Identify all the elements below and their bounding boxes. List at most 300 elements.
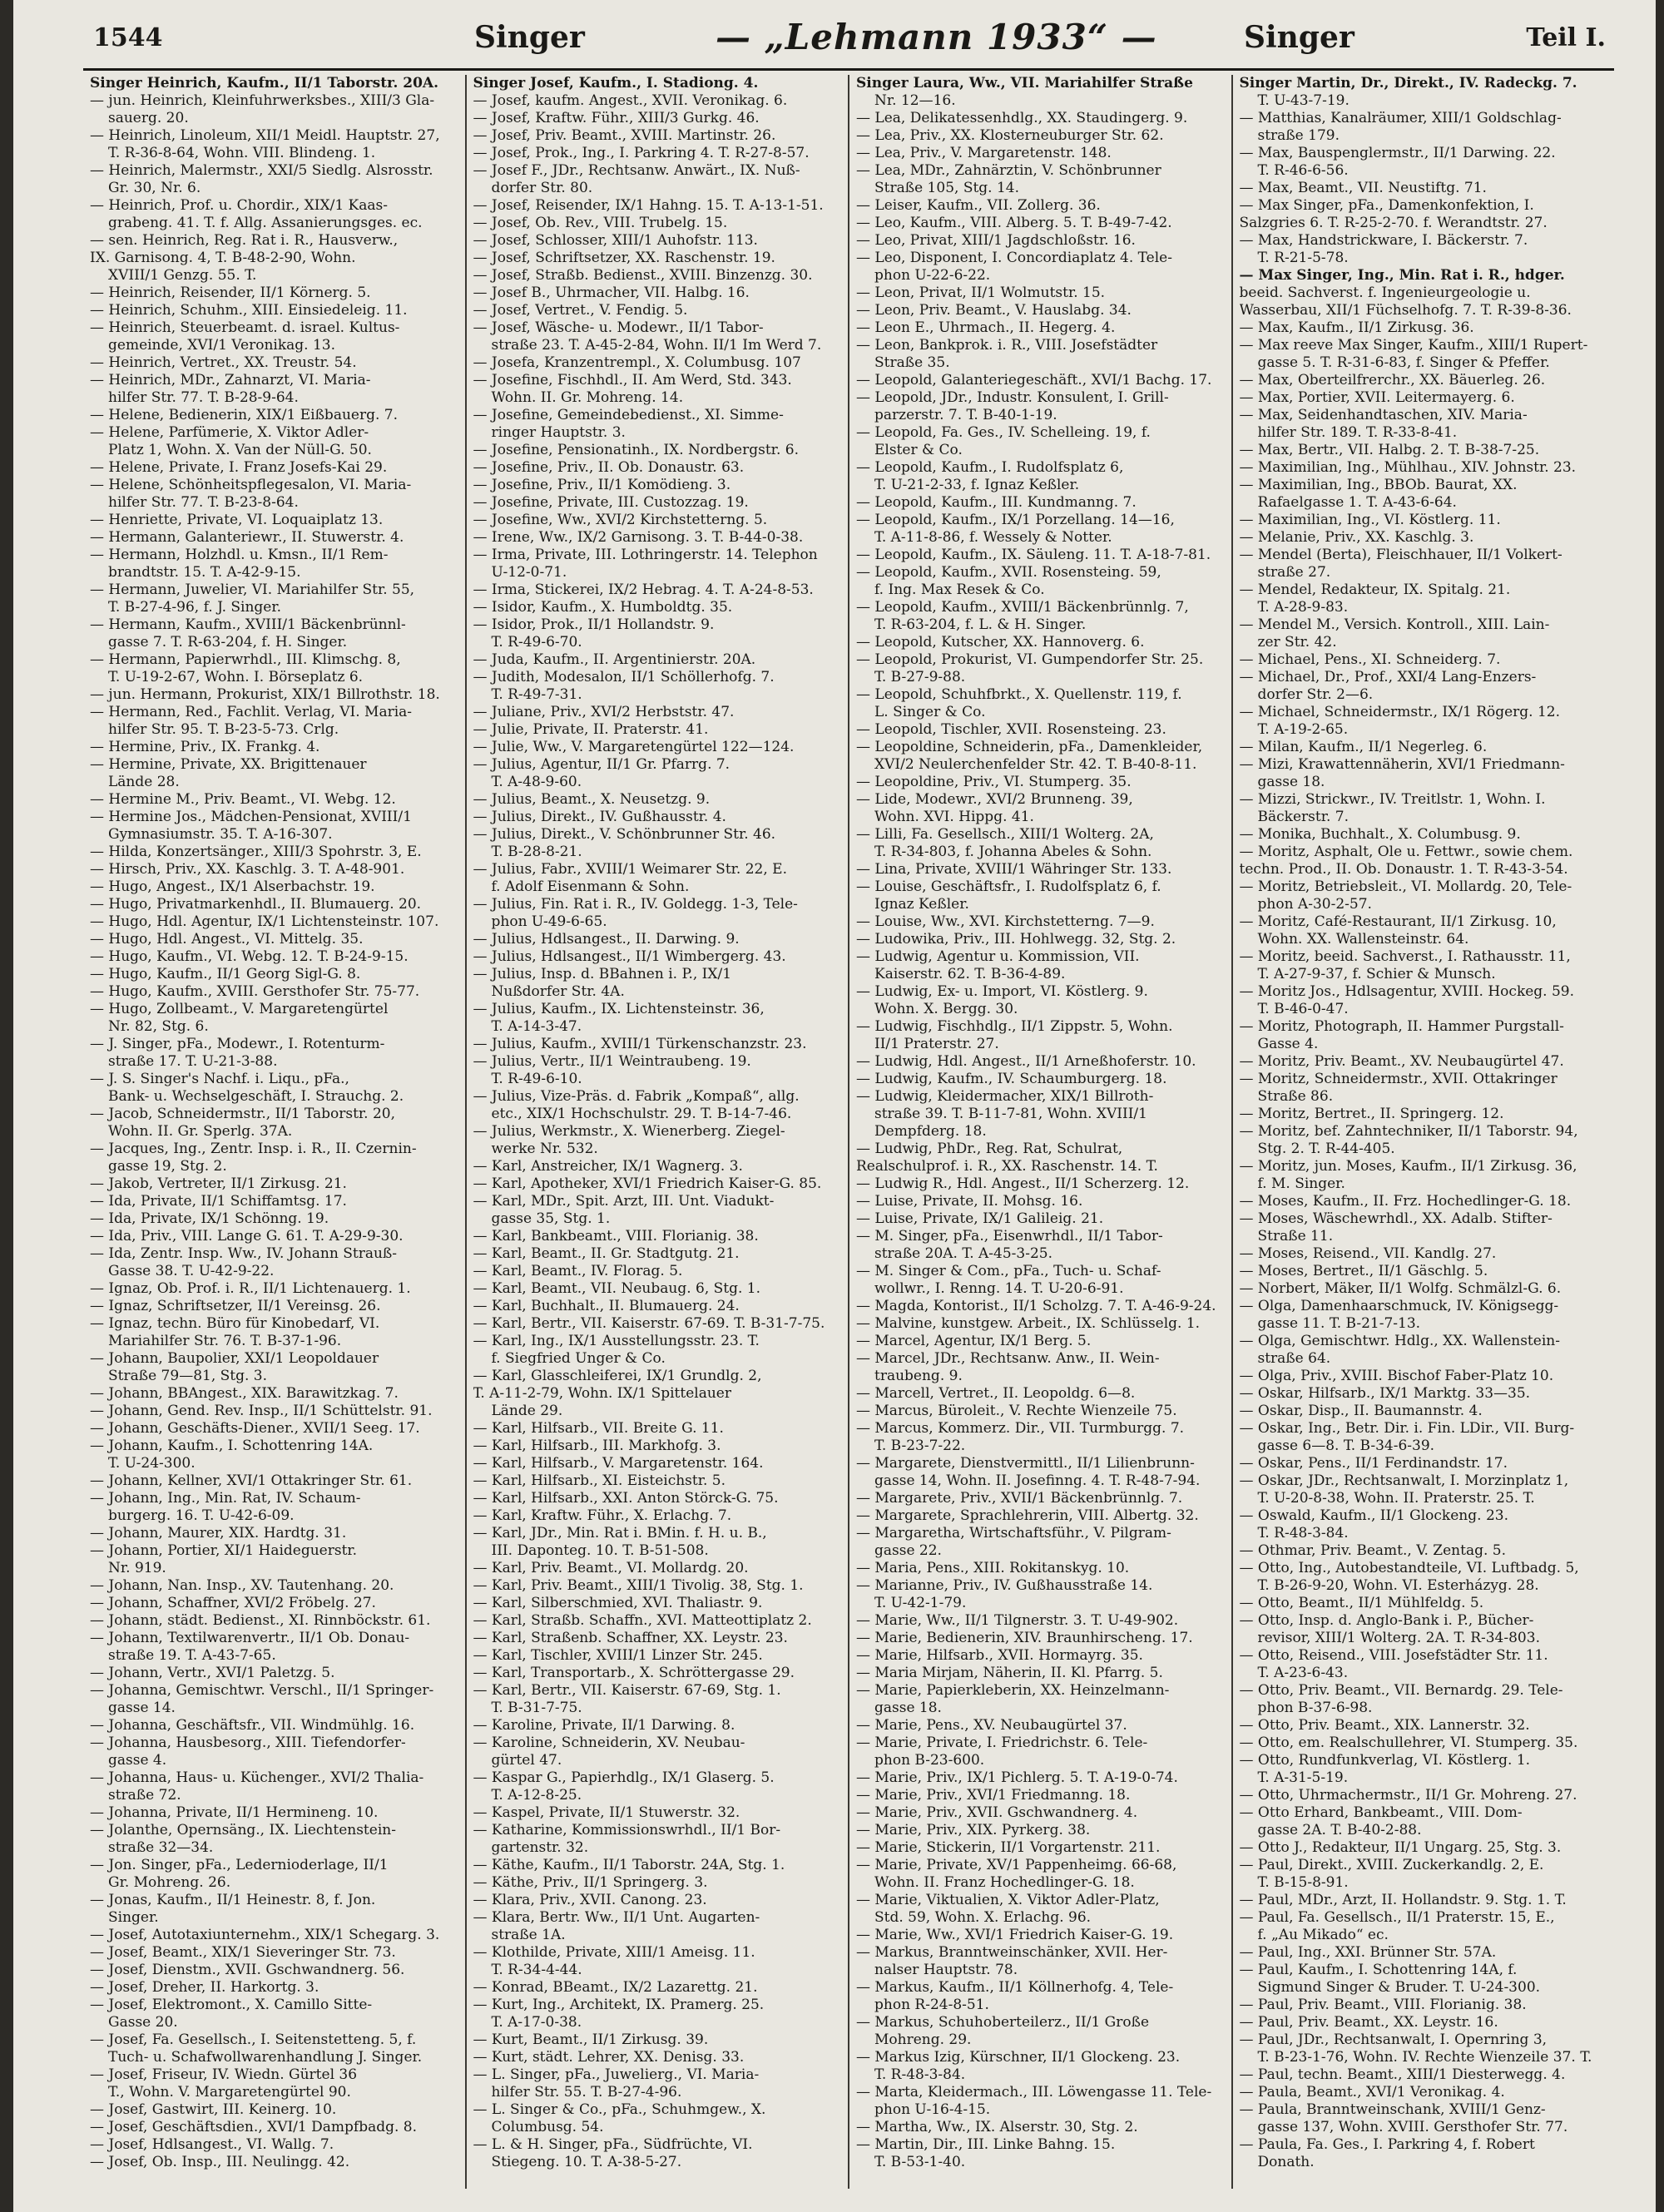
directory-entry: — Julius, Beamt., X. Neusetzg. 9. bbox=[473, 791, 711, 808]
directory-entry: — Johanna, Gemischtwr. Verschl., II/1 Springer- bbox=[90, 1682, 434, 1699]
directory-entry: phon A-30-2-57. bbox=[1257, 896, 1372, 913]
directory-entry: — Josef, Hdlsangest., VI. Wallg. 7. bbox=[90, 2136, 334, 2153]
directory-entry: — Mizzi, Strickwr., IV. Treitlstr. 1, Wohn. I. bbox=[1239, 791, 1546, 808]
directory-entry: straße 17. T. U-21-3-88. bbox=[108, 1053, 278, 1070]
directory-entry: T. R-34-4-44. bbox=[491, 1962, 582, 1978]
directory-entry: Wohn. II. Gr. Mohreng. 14. bbox=[491, 389, 684, 406]
directory-entry: — Leopold, Galanteriegeschäft., XVI/1 Bachg. 17. bbox=[856, 372, 1212, 388]
directory-entry: XVIII/1 Genzg. 55. T. bbox=[108, 267, 257, 284]
page-title: — „Lehmann 1933“ — bbox=[716, 17, 1157, 57]
directory-entry: — Max, Bertr., VII. Halbg. 2. T. B-38-7-25. bbox=[1239, 442, 1540, 458]
directory-entry: nalser Hauptstr. 78. bbox=[874, 1962, 1018, 1978]
directory-entry: — Michael, Dr., Prof., XXI/4 Lang-Enzers- bbox=[1239, 669, 1537, 685]
directory-entry: Sigmund Singer & Bruder. T. U-24-300. bbox=[1257, 1979, 1541, 1996]
directory-entry: — Josef, Dreher, II. Harkortg. 3. bbox=[90, 1979, 319, 1996]
directory-entry: — Paula, Branntweinschank, XVIII/1 Genz- bbox=[1239, 2101, 1546, 2118]
directory-entry: Gasse 38. T. U-42-9-22. bbox=[108, 1263, 275, 1279]
directory-entry: Straße 105, Stg. 14. bbox=[874, 180, 1020, 196]
directory-entry: — Karl, Hilfsarb., V. Margaretenstr. 164. bbox=[473, 1455, 764, 1472]
directory-entry: — Karl, Hilfsarb., VII. Breite G. 11. bbox=[473, 1420, 724, 1437]
directory-entry: — Isidor, Prok., II/1 Hollandstr. 9. bbox=[473, 616, 715, 633]
directory-entry: — Moritz, Photograph, II. Hammer Purgstall- bbox=[1239, 1018, 1564, 1035]
directory-entry: brandtstr. 15. T. A-42-9-15. bbox=[108, 564, 301, 581]
directory-entry: gemeinde, XVI/1 Veronikag. 13. bbox=[108, 337, 335, 354]
directory-entry: — Julius, Direkt., IV. Gußhausstr. 4. bbox=[473, 809, 726, 825]
directory-entry: — Leopold, Fa. Ges., IV. Schelleing. 19, f. bbox=[856, 424, 1151, 441]
directory-entry: — Kaspar G., Papierhdlg., IX/1 Glaserg. 5. bbox=[473, 1769, 775, 1786]
directory-entry: — Josef, Ob. Rev., VIII. Trubelg. 15. bbox=[473, 215, 728, 231]
directory-entry: — Hirsch, Priv., XX. Kaschlg. 3. T. A-48-901. bbox=[90, 861, 405, 878]
directory-entry: — Leopold, Kaufm., IX. Säuleng. 11. T. A-18-7-81. bbox=[856, 547, 1211, 563]
directory-entry: straße 19. T. A-43-7-65. bbox=[108, 1647, 276, 1664]
directory-entry: T. R-34-803, f. Johanna Abeles & Sohn. bbox=[874, 844, 1152, 860]
directory-entry: — Lina, Private, XVIII/1 Währinger Str. 133. bbox=[856, 861, 1172, 878]
directory-entry: — Max, Handstrickware, I. Bäckerstr. 7. bbox=[1239, 232, 1528, 249]
directory-entry: — Moritz, beeid. Sachverst., I. Rathausstr. 11, bbox=[1239, 948, 1571, 965]
directory-entry: T. B-26-9-20, Wohn. VI. Esterházyg. 28. bbox=[1257, 1577, 1539, 1594]
directory-entry: — Karl, Apotheker, XVI/1 Friedrich Kaiser-G. 85. bbox=[473, 1175, 822, 1192]
directory-entry: — Max, Bauspenglermstr., II/1 Darwing. 22. bbox=[1239, 145, 1556, 161]
directory-entry: — Klara, Priv., XVII. Canong. 23. bbox=[473, 1892, 707, 1908]
directory-entry: — Ludwig, Ex- u. Import, VI. Köstlerg. 9. bbox=[856, 983, 1148, 1000]
directory-entry: — Lea, Priv., XX. Klosterneuburger Str. 62. bbox=[856, 127, 1164, 144]
header-rule bbox=[83, 68, 1614, 71]
directory-entry: — Hermann, Kaufm., XVIII/1 Bäckenbrünnl- bbox=[90, 616, 406, 633]
directory-entry: — Johann, Textilwarenvertr., II/1 Ob. Donau- bbox=[90, 1630, 410, 1646]
directory-entry: — Karl, Beamt., VII. Neubaug. 6, Stg. 1. bbox=[473, 1280, 761, 1297]
directory-entry: — Leopold, Tischler, XVII. Rosensteing. 23. bbox=[856, 721, 1166, 738]
column-4 bbox=[1231, 75, 1615, 2189]
directory-entry: — Hermann, Papierwrhdl., III. Klimschg. 8, bbox=[90, 651, 401, 668]
directory-entry: — Marie, Ww., II/1 Tilgnerstr. 3. T. U-49-902. bbox=[856, 1612, 1179, 1629]
directory-columns bbox=[83, 75, 1614, 2189]
directory-entry: — Karl, Straßb. Schaffn., XVI. Matteottiplatz 2. bbox=[473, 1612, 812, 1629]
directory-entry: — Moritz, Betriebsleit., VI. Mollardg. 20, Tele- bbox=[1239, 878, 1572, 895]
directory-entry: T. B-31-7-75. bbox=[491, 1700, 582, 1716]
directory-entry: — Klothilde, Private, XIII/1 Ameisg. 11. bbox=[473, 1944, 755, 1961]
directory-entry: — Leo, Disponent, I. Concordiaplatz 4. Tele- bbox=[856, 250, 1172, 266]
directory-entry: traubeng. 9. bbox=[874, 1368, 963, 1384]
directory-entry: straße 20A. T. A-45-3-25. bbox=[874, 1245, 1052, 1262]
directory-entry: — Maria Mirjam, Näherin, II. Kl. Pfarrg. 5. bbox=[856, 1665, 1163, 1681]
directory-entry: — Olga, Priv., XVIII. Bischof Faber-Platz 10. bbox=[1239, 1368, 1554, 1384]
directory-entry: — Leopoldine, Schneiderin, pFa., Damenkleider, bbox=[856, 739, 1203, 755]
directory-entry: — Josef, Priv. Beamt., XVIII. Martinstr. 26. bbox=[473, 127, 776, 144]
directory-entry: hilfer Str. 189. T. R-33-8-41. bbox=[1257, 424, 1458, 441]
directory-entry: — Hugo, Privatmarkenhdl., II. Blumauerg. 20. bbox=[90, 896, 422, 913]
directory-entry: — Moritz, bef. Zahntechniker, II/1 Taborstr. 94, bbox=[1239, 1123, 1578, 1140]
directory-entry: — Lea, Delikatessenhdlg., XX. Staudingerg. 9. bbox=[856, 110, 1188, 126]
directory-entry: phon U-22-6-22. bbox=[874, 267, 991, 284]
directory-entry: — Irene, Ww., IX/2 Garnisong. 3. T. B-44-0-38. bbox=[473, 529, 804, 546]
directory-entry: — Josef, Straßb. Bedienst., XVIII. Binzenzg. 30. bbox=[473, 267, 813, 284]
directory-entry: — Käthe, Kaufm., II/1 Taborstr. 24A, Stg. 1. bbox=[473, 1857, 785, 1873]
directory-entry: — Johann, Maurer, XIX. Hardtg. 31. bbox=[90, 1525, 347, 1541]
directory-entry: — Johanna, Private, II/1 Hermineng. 10. bbox=[90, 1804, 379, 1821]
directory-entry: sauerg. 20. bbox=[108, 110, 189, 126]
directory-entry: — Hermine, Priv., IX. Frankg. 4. bbox=[90, 739, 320, 755]
directory-entry: — Kurt, städt. Lehrer, XX. Denisg. 33. bbox=[473, 2049, 745, 2066]
directory-entry: Columbusg. 54. bbox=[491, 2119, 604, 2135]
directory-entry: — Josef F., JDr., Rechtsanw. Anwärt., IX. Nuß- bbox=[473, 162, 800, 179]
directory-entry: — Ida, Priv., VIII. Lange G. 61. T. A-29-9-30. bbox=[90, 1228, 404, 1245]
directory-entry: — Ignaz, Schriftsetzer, II/1 Vereinsg. 26. bbox=[90, 1298, 381, 1314]
directory-entry: — Leopoldine, Priv., VI. Stumperg. 35. bbox=[856, 774, 1132, 790]
directory-entry: — Max Singer, pFa., Damenkonfektion, I. bbox=[1239, 197, 1534, 214]
directory-entry: ringer Hauptstr. 3. bbox=[491, 424, 626, 441]
scan-edge-right bbox=[1656, 0, 1664, 2212]
directory-entry: T. U-24-300. bbox=[108, 1455, 196, 1472]
directory-entry: dorfer Str. 80. bbox=[491, 180, 593, 196]
directory-entry: straße 179. bbox=[1257, 127, 1340, 144]
directory-entry: — Leopold, Schuhfbrkt., X. Quellenstr. 119, f. bbox=[856, 686, 1182, 703]
directory-entry: — Michael, Pens., XI. Schneiderg. 7. bbox=[1239, 651, 1501, 668]
directory-entry: — Julius, Direkt., V. Schönbrunner Str. 46. bbox=[473, 826, 776, 843]
directory-entry: — Oskar, Pens., II/1 Ferdinandstr. 17. bbox=[1239, 1455, 1508, 1472]
directory-entry: Realschulprof. i. R., XX. Raschenstr. 14. T. bbox=[856, 1158, 1158, 1175]
directory-entry: — J. S. Singer's Nachf. i. Liqu., pFa., bbox=[90, 1071, 349, 1087]
directory-entry: — Malvine, kunstgew. Arbeit., IX. Schlüsselg. 1. bbox=[856, 1315, 1201, 1332]
directory-entry: — Lilli, Fa. Gesellsch., XIII/1 Wolterg. 2A, bbox=[856, 826, 1154, 843]
directory-entry: — Marcel, Agentur, IX/1 Berg. 5. bbox=[856, 1333, 1092, 1349]
directory-entry: — Leon E., Uhrmach., II. Hegerg. 4. bbox=[856, 319, 1116, 336]
directory-entry: — Michael, Schneidermstr., IX/1 Rögerg. 12. bbox=[1239, 704, 1561, 720]
directory-entry: — Paul, JDr., Rechtsanwalt, I. Opernring 3, bbox=[1239, 2031, 1548, 2048]
directory-entry: — Otto, Insp. d. Anglo-Bank i. P., Bücher- bbox=[1239, 1612, 1534, 1629]
directory-entry: — Leopold, Kaufm., III. Kundmanng. 7. bbox=[856, 494, 1137, 511]
directory-entry: — Paul, Priv. Beamt., VIII. Florianig. 38. bbox=[1239, 1997, 1527, 2013]
directory-entry: — Marcus, Büroleit., V. Rechte Wienzeile 75. bbox=[856, 1403, 1177, 1419]
directory-entry: phon B-23-600. bbox=[874, 1752, 985, 1769]
directory-entry: — Helene, Parfümerie, X. Viktor Adler- bbox=[90, 424, 369, 441]
directory-entry: — Maximilian, Ing., VI. Köstlerg. 11. bbox=[1239, 512, 1501, 528]
directory-entry: — Karl, Kraftw. Führ., X. Erlachg. 7. bbox=[473, 1507, 732, 1524]
directory-entry: — Moritz, Priv. Beamt., XV. Neubaugürtel 47. bbox=[1239, 1053, 1564, 1070]
directory-entry: — Otto Erhard, Bankbeamt., VIII. Dom- bbox=[1239, 1804, 1523, 1821]
directory-entry: — Karoline, Schneiderin, XV. Neubau- bbox=[473, 1734, 745, 1751]
directory-entry: — L. Singer & Co., pFa., Schuhmgew., X. bbox=[473, 2101, 766, 2118]
directory-entry: — Johann, Portier, XI/1 Haideguerstr. bbox=[90, 1542, 358, 1559]
directory-entry: Stiegeng. 10. T. A-38-5-27. bbox=[491, 2154, 682, 2170]
directory-entry: Straße 86. bbox=[1257, 1088, 1334, 1105]
directory-entry: Gymnasiumstr. 35. T. A-16-307. bbox=[108, 826, 333, 843]
directory-entry: — Leopold, Kutscher, XX. Hannoverg. 6. bbox=[856, 634, 1145, 651]
directory-entry: T. U-43-7-19. bbox=[1257, 92, 1350, 109]
directory-entry: — Josef, Kraftw. Führ., XIII/3 Gurkg. 46. bbox=[473, 110, 760, 126]
directory-entry: — Helene, Schönheitspflegesalon, VI. Maria- bbox=[90, 477, 412, 493]
directory-entry: — Ida, Private, II/1 Schiffamtsg. 17. bbox=[90, 1193, 347, 1210]
directory-entry: werke Nr. 532. bbox=[491, 1141, 598, 1157]
directory-entry: XVI/2 Neulerchenfelder Str. 42. T. B-40-8-11. bbox=[874, 756, 1197, 773]
directory-entry: — Leopold, Prokurist, VI. Gumpendorfer Str. 25. bbox=[856, 651, 1204, 668]
directory-entry: — Klara, Bertr. Ww., II/1 Unt. Augarten- bbox=[473, 1909, 760, 1926]
directory-entry: — Marie, Ww., XVI/1 Friedrich Kaiser-G. 19. bbox=[856, 1927, 1174, 1943]
directory-entry: — Marie, Papierkleberin, XX. Heinzelmann- bbox=[856, 1682, 1170, 1699]
directory-entry: — Johann, BBAngest., XIX. Barawitzkag. 7. bbox=[90, 1385, 399, 1402]
directory-entry: — Moritz Jos., Hdlsagentur, XVIII. Hockeg. 59. bbox=[1239, 983, 1575, 1000]
directory-entry: — Lide, Modewr., XVI/2 Brunneng. 39, bbox=[856, 791, 1133, 808]
directory-entry: — Jon. Singer, pFa., Ledernioderlage, II/1 bbox=[90, 1857, 389, 1873]
directory-entry: Gasse 20. bbox=[108, 2014, 178, 2031]
directory-entry: — Paul, Direkt., XVIII. Zuckerkandlg. 2, E. bbox=[1239, 1857, 1544, 1873]
directory-entry: — Ludwig, Kaufm., IV. Schaumburgerg. 18. bbox=[856, 1071, 1167, 1087]
directory-entry: — Katharine, Kommissionswrhdl., II/1 Bor- bbox=[473, 1822, 781, 1838]
directory-entry: Singer. bbox=[108, 1909, 159, 1926]
directory-entry: — Ludwig R., Hdl. Angest., II/1 Scherzerg. 12. bbox=[856, 1175, 1190, 1192]
directory-entry: T. B-27-4-96, f. J. Singer. bbox=[108, 599, 282, 616]
directory-entry: — Moritz, Café-Restaurant, II/1 Zirkusg. 10, bbox=[1239, 913, 1557, 930]
directory-entry: — Josef, Schlosser, XIII/1 Auhofstr. 113. bbox=[473, 232, 758, 249]
directory-entry: — Kurt, Beamt., II/1 Zirkusg. 39. bbox=[473, 2031, 709, 2048]
directory-entry: — Josef, kaufm. Angest., XVII. Veronikag. 6. bbox=[473, 92, 788, 109]
directory-entry: etc., XIX/1 Hochschulstr. 29. T. B-14-7-46. bbox=[491, 1106, 792, 1122]
directory-entry: — jun. Hermann, Prokurist, XIX/1 Billrothstr. 18. bbox=[90, 686, 440, 703]
directory-entry: — Julius, Werkmstr., X. Wienerberg. Ziegel- bbox=[473, 1123, 785, 1140]
directory-entry: phon U-49-6-65. bbox=[491, 913, 607, 930]
directory-entry: T. A-14-3-47. bbox=[491, 1018, 582, 1035]
directory-entry: Donath. bbox=[1257, 2154, 1315, 2170]
directory-entry: gürtel 47. bbox=[491, 1752, 562, 1769]
directory-entry: — Kaspel, Private, II/1 Stuwerstr. 32. bbox=[473, 1804, 740, 1821]
directory-entry: — Helene, Private, I. Franz Josefs-Kai 29. bbox=[90, 459, 388, 476]
directory-entry: hilfer Str. 77. T. B-23-8-64. bbox=[108, 494, 299, 511]
directory-entry: — Julius, Vertr., II/1 Weintraubeng. 19. bbox=[473, 1053, 751, 1070]
directory-entry: T. A-12-8-25. bbox=[491, 1787, 582, 1804]
directory-entry: — Ludwig, Agentur u. Kommission, VII. bbox=[856, 948, 1140, 965]
directory-entry: — Heinrich, Vertret., XX. Treustr. 54. bbox=[90, 354, 357, 371]
directory-entry: — Maria, Pens., XIII. Rokitanskyg. 10. bbox=[856, 1560, 1130, 1576]
directory-entry: gasse 5. T. R-31-6-83, f. Singer & Pfeffer. bbox=[1257, 354, 1550, 371]
directory-entry: T. A-11-2-79, Wohn. IX/1 Spittelauer bbox=[473, 1385, 731, 1402]
directory-entry: — Josef, Vertret., V. Fendig. 5. bbox=[473, 302, 688, 319]
directory-entry: — Paul, Priv. Beamt., XX. Leystr. 16. bbox=[1239, 2014, 1498, 2031]
directory-entry: — Karl, Straßenb. Schaffner, XX. Leystr. 23. bbox=[473, 1630, 788, 1646]
directory-entry: — Josef, Schriftsetzer, XX. Raschenstr. 19. bbox=[473, 250, 775, 266]
directory-entry: — Margaretha, Wirtschaftsführ., V. Pilgram- bbox=[856, 1525, 1171, 1541]
directory-entry: straße 23. T. A-45-2-84, Wohn. II/1 Im Werd 7. bbox=[491, 337, 822, 354]
directory-entry: T. A-48-9-60. bbox=[491, 774, 582, 790]
directory-entry: Straße 35. bbox=[874, 354, 950, 371]
directory-entry: Rafaelgasse 1. T. A-43-6-64. bbox=[1257, 494, 1457, 511]
directory-entry: — Karl, Priv. Beamt., VI. Mollardg. 20. bbox=[473, 1560, 749, 1576]
directory-entry: beeid. Sachverst. f. Ingenieurgeologie u. bbox=[1239, 285, 1531, 301]
directory-entry: — Margarete, Dienstvermittl., II/1 Lilienbrunn- bbox=[856, 1455, 1195, 1472]
directory-entry: — Irma, Private, III. Lothringerstr. 14. Telephon bbox=[473, 547, 818, 563]
directory-entry: gasse 14. bbox=[108, 1700, 176, 1716]
directory-entry: — Josef, Beamt., XIX/1 Sieveringer Str. 73. bbox=[90, 1944, 396, 1961]
directory-entry: — Konrad, BBeamt., IX/2 Lazarettg. 21. bbox=[473, 1979, 758, 1996]
directory-entry: — Max, Portier, XVII. Leitermayerg. 6. bbox=[1239, 389, 1515, 406]
directory-entry: — Marcus, Kommerz. Dir., VII. Turmburgg. 7. bbox=[856, 1420, 1185, 1437]
directory-entry: — Karl, Buchhalt., II. Blumauerg. 24. bbox=[473, 1298, 740, 1314]
directory-entry: — Louise, Geschäftsfr., I. Rudolfsplatz 6, f. bbox=[856, 878, 1161, 895]
directory-entry: Kaiserstr. 62. T. B-36-4-89. bbox=[874, 966, 1066, 982]
directory-entry: Nr. 919. bbox=[108, 1560, 166, 1576]
directory-entry: T. R-63-204, f. L. & H. Singer. bbox=[874, 616, 1087, 633]
directory-entry: — Marcel, JDr., Rechtsanw. Anw., II. Wein- bbox=[856, 1350, 1160, 1367]
directory-entry: gasse 18. bbox=[1257, 774, 1325, 790]
directory-entry: gasse 6—8. T. B-34-6-39. bbox=[1257, 1438, 1435, 1454]
directory-entry: — Julius, Kaufm., XVIII/1 Türkenschanzstr. 23. bbox=[473, 1036, 807, 1052]
directory-entry: gasse 11. T. B-21-7-13. bbox=[1257, 1315, 1421, 1332]
directory-entry: — Ludwig, Hdl. Angest., II/1 Arneßhoferstr. 10. bbox=[856, 1053, 1196, 1070]
directory-entry: Nußdorfer Str. 4A. bbox=[491, 983, 625, 1000]
directory-entry: phon R-24-8-51. bbox=[874, 1997, 989, 2013]
directory-entry: — Josefine, Pensionatinh., IX. Nordbergstr. 6. bbox=[473, 442, 799, 458]
directory-entry: — Paula, Fa. Ges., I. Parkring 4, f. Robert bbox=[1239, 2136, 1535, 2153]
directory-entry: — Karl, Bankbeamt., VIII. Florianig. 38. bbox=[473, 1228, 759, 1245]
directory-entry: — Ludwig, PhDr., Reg. Rat, Schulrat, bbox=[856, 1141, 1123, 1157]
directory-entry: — Leopold, Kaufm., XVII. Rosensteing. 59, bbox=[856, 564, 1161, 581]
directory-entry: T. U-19-2-67, Wohn. I. Börseplatz 6. bbox=[108, 669, 364, 685]
directory-entry: — Josef, Wäsche- u. Modewr., II/1 Tabor- bbox=[473, 319, 764, 336]
directory-entry: — Josef, Friseur, IV. Wiedn. Gürtel 36 bbox=[90, 2066, 358, 2083]
directory-entry: — Hugo, Hdl. Angest., VI. Mittelg. 35. bbox=[90, 931, 364, 948]
directory-entry: — Mendel M., Versich. Kontroll., XIII. Lain- bbox=[1239, 616, 1550, 633]
directory-entry: — Hugo, Kaufm., VI. Webg. 12. T. B-24-9-15. bbox=[90, 948, 409, 965]
directory-entry: — Helene, Bedienerin, XIX/1 Eißbauerg. 7. bbox=[90, 407, 398, 423]
directory-entry: — Hugo, Hdl. Agentur, IX/1 Lichtensteinstr. 107. bbox=[90, 913, 439, 930]
directory-entry: — Marie, Priv., IX/1 Pichlerg. 5. T. A-19-0-74. bbox=[856, 1769, 1178, 1786]
directory-entry: — Ida, Zentr. Insp. Ww., IV. Johann Strauß- bbox=[90, 1245, 398, 1262]
directory-entry: gartenstr. 32. bbox=[491, 1839, 589, 1856]
directory-entry: — Paul, Fa. Gesellsch., II/1 Praterstr. 15, E., bbox=[1239, 1909, 1555, 1926]
directory-entry: Gr. Mohreng. 26. bbox=[108, 1874, 231, 1891]
directory-entry: T. B-53-1-40. bbox=[874, 2154, 966, 2170]
directory-entry: gasse 7. T. R-63-204, f. H. Singer. bbox=[108, 634, 348, 651]
directory-entry: — Johann, Geschäfts-Diener., XVII/1 Seeg. 17. bbox=[90, 1420, 420, 1437]
directory-entry: — Heinrich, Reisender, II/1 Körnerg. 5. bbox=[90, 285, 371, 301]
directory-entry: — Julius, Kaufm., IX. Lichtensteinstr. 36, bbox=[473, 1001, 765, 1017]
directory-entry: — Julius, Vize-Präs. d. Fabrik „Kompaß“, allg. bbox=[473, 1088, 800, 1105]
directory-entry: T. R-21-5-78. bbox=[1257, 250, 1349, 266]
directory-entry: — Karl, Glasschleiferei, IX/1 Grundlg. 2, bbox=[473, 1368, 762, 1384]
directory-entry: — Karl, Anstreicher, IX/1 Wagnerg. 3. bbox=[473, 1158, 743, 1175]
directory-entry: — Josef, Autotaxiunternehm., XIX/1 Schegarg. 3. bbox=[90, 1927, 440, 1943]
directory-entry: — Martha, Ww., IX. Alserstr. 30, Stg. 2. bbox=[856, 2119, 1138, 2135]
directory-entry: — Leon, Bankprok. i. R., VIII. Josefstädter bbox=[856, 337, 1158, 354]
directory-entry: — Heinrich, Linoleum, XII/1 Meidl. Hauptstr. 27, bbox=[90, 127, 440, 144]
directory-entry: — Markus, Kaufm., II/1 Köllnerhofg. 4, Tele- bbox=[856, 1979, 1174, 1996]
directory-entry: — Oskar, Ing., Betr. Dir. i. Fin. LDir., VII. Burg- bbox=[1239, 1420, 1575, 1437]
directory-entry: gasse 35, Stg. 1. bbox=[491, 1210, 611, 1227]
directory-entry: — Johann, Kaufm., I. Schottenring 14A. bbox=[90, 1438, 374, 1454]
directory-entry: T. R-46-6-56. bbox=[1257, 162, 1349, 179]
directory-entry: — Leon, Privat, II/1 Wolmutstr. 15. bbox=[856, 285, 1106, 301]
directory-entry: — Marie, Priv., XVI/1 Friedmanng. 18. bbox=[856, 1787, 1131, 1804]
directory-entry: — L. & H. Singer, pFa., Südfrüchte, VI. bbox=[473, 2136, 753, 2153]
directory-entry: — Jacob, Schneidermstr., II/1 Taborstr. 20, bbox=[90, 1106, 396, 1122]
directory-entry: Wohn. XX. Wallensteinstr. 64. bbox=[1257, 931, 1469, 948]
directory-entry: — Leopold, Kaufm., IX/1 Porzellang. 14—16, bbox=[856, 512, 1175, 528]
directory-entry: III. Daponteg. 10. T. B-51-508. bbox=[491, 1542, 709, 1559]
directory-entry: IX. Garnisong. 4, T. B-48-2-90, Wohn. bbox=[90, 250, 356, 266]
directory-entry: — Markus, Schuhoberteilerz., II/1 Große bbox=[856, 2014, 1150, 2031]
directory-entry: zer Str. 42. bbox=[1257, 634, 1337, 651]
directory-entry: T. B-46-0-47. bbox=[1257, 1001, 1349, 1017]
directory-entry: — Leopold, JDr., Industr. Konsulent, I. Grill- bbox=[856, 389, 1169, 406]
directory-entry: — Hermann, Red., Fachlit. Verlag, VI. Maria- bbox=[90, 704, 413, 720]
directory-entry: — Karl, Ing., IX/1 Ausstellungsstr. 23. T. bbox=[473, 1333, 760, 1349]
directory-entry: — Lea, Priv., V. Margaretenstr. 148. bbox=[856, 145, 1112, 161]
directory-entry: — Mendel, Redakteur, IX. Spitalg. 21. bbox=[1239, 581, 1511, 598]
directory-entry: — Josef, Fa. Gesellsch., I. Seitenstetteng. 5, f. bbox=[90, 2031, 417, 2048]
directory-entry: — Johann, Gend. Rev. Insp., II/1 Schüttelstr. 91. bbox=[90, 1403, 433, 1419]
running-head-right: Singer bbox=[1244, 20, 1354, 55]
directory-entry: — Julius, Agentur, II/1 Gr. Pfarrg. 7. bbox=[473, 756, 730, 773]
directory-entry: — Maximilian, Ing., Mühlhau., XIV. Johnstr. 23. bbox=[1239, 459, 1577, 476]
directory-entry: — Josef, Reisender, IX/1 Hahng. 15. T. A-13-1-51. bbox=[473, 197, 824, 214]
directory-entry: — Jacques, Ing., Zentr. Insp. i. R., II. Czernin- bbox=[90, 1141, 417, 1157]
directory-entry: T. B-28-8-21. bbox=[491, 844, 582, 860]
directory-entry: — J. Singer, pFa., Modewr., I. Rotenturm- bbox=[90, 1036, 385, 1052]
directory-entry: Wasserbau, XII/1 Füchselhofg. 7. T. R-39-8-36. bbox=[1239, 302, 1572, 319]
directory-entry: — Josef, Dienstm., XVII. Gschwandnerg. 56. bbox=[90, 1962, 405, 1978]
directory-entry: — Karl, Hilfsarb., XI. Eisteichstr. 5. bbox=[473, 1472, 726, 1489]
directory-entry: T. B-27-9-88. bbox=[874, 669, 966, 685]
directory-entry: — Jonas, Kaufm., II/1 Heinestr. 8, f. Jon. bbox=[90, 1892, 376, 1908]
directory-entry: — Karl, JDr., Min. Rat i. BMin. f. H. u. B., bbox=[473, 1525, 767, 1541]
directory-entry: — jun. Heinrich, Kleinfuhrwerksbes., XIII/3 Gla- bbox=[90, 92, 435, 109]
directory-entry: — Moritz, Asphalt, Ole u. Fettwr., sowie chem. bbox=[1239, 844, 1573, 860]
directory-entry: — Josefine, Private, III. Custozzag. 19. bbox=[473, 494, 749, 511]
directory-entry: — Oskar, JDr., Rechtsanwalt, I. Morzinplatz 1, bbox=[1239, 1472, 1569, 1489]
directory-entry: wollwr., I. Renng. 14. T. U-20-6-91. bbox=[874, 1280, 1124, 1297]
directory-entry: straße 72. bbox=[108, 1787, 181, 1804]
directory-entry: straße 32—34. bbox=[108, 1839, 214, 1856]
directory-entry: — Marta, Kleidermach., III. Löwengasse 11. Tele- bbox=[856, 2084, 1212, 2101]
directory-entry: hilfer Str. 55. T. B-27-4-96. bbox=[491, 2084, 682, 2101]
directory-entry: — Ludwig, Kleidermacher, XIX/1 Billroth- bbox=[856, 1088, 1154, 1105]
directory-entry: Gasse 4. bbox=[1257, 1036, 1319, 1052]
directory-entry: straße 64. bbox=[1257, 1350, 1331, 1367]
directory-entry: Wohn. XVI. Hippg. 41. bbox=[874, 809, 1034, 825]
directory-entry: — Leon, Priv. Beamt., V. Hauslabg. 34. bbox=[856, 302, 1132, 319]
directory-entry: — Heinrich, MDr., Zahnarzt, VI. Maria- bbox=[90, 372, 371, 388]
directory-entry: T. U-42-1-79. bbox=[874, 1595, 967, 1611]
directory-entry: Singer Laura, Ww., VII. Mariahilfer Straße bbox=[856, 75, 1193, 92]
directory-entry: — Leo, Kaufm., VIII. Alberg. 5. T. B-49-7-42. bbox=[856, 215, 1172, 231]
directory-entry: — Marie, Hilfsarb., XVII. Hormayrg. 35. bbox=[856, 1647, 1143, 1664]
directory-entry: Bäckerstr. 7. bbox=[1257, 809, 1349, 825]
directory-entry: — Isidor, Kaufm., X. Humboldtg. 35. bbox=[473, 599, 733, 616]
directory-entry: — Josefine, Priv., II/1 Komödieng. 3. bbox=[473, 477, 731, 493]
directory-entry: Bank- u. Wechselgeschäft, I. Strauchg. 2. bbox=[108, 1088, 404, 1105]
directory-entry: T. R-48-3-84. bbox=[874, 2066, 966, 2083]
directory-entry: — Judith, Modesalon, II/1 Schöllerhofg. 7. bbox=[473, 669, 775, 685]
directory-entry: — Marie, Viktualien, X. Viktor Adler-Platz, bbox=[856, 1892, 1160, 1908]
directory-entry: — Leiser, Kaufm., VII. Zollerg. 36. bbox=[856, 197, 1101, 214]
directory-entry: — Norbert, Mäker, II/1 Wolfg. Schmälzl-G. 6. bbox=[1239, 1280, 1562, 1297]
directory-entry: gasse 4. bbox=[108, 1752, 167, 1769]
directory-entry: — Max, Oberteilfrerchr., XX. Bäuerleg. 26. bbox=[1239, 372, 1546, 388]
directory-entry: — Moses, Wäschewrhdl., XX. Adalb. Stifter- bbox=[1239, 1210, 1553, 1227]
directory-entry: — Heinrich, Steuerbeamt. d. israel. Kultus- bbox=[90, 319, 400, 336]
directory-entry: — Johanna, Hausbesorg., XIII. Tiefendorfer- bbox=[90, 1734, 406, 1751]
column-3 bbox=[848, 75, 1231, 2189]
directory-entry: — Julius, Hdlsangest., II/1 Wimbergerg. 43. bbox=[473, 948, 786, 965]
directory-entry: — Hugo, Kaufm., II/1 Georg Sigl-G. 8. bbox=[90, 966, 361, 982]
directory-entry: — Paul, MDr., Arzt, II. Hollandstr. 9. Stg. 1. T. bbox=[1239, 1892, 1567, 1908]
directory-entry: — Maximilian, Ing., BBOb. Baurat, XX. bbox=[1239, 477, 1518, 493]
directory-entry: — Paul, techn. Beamt., XIII/1 Diesterwegg. 4. bbox=[1239, 2066, 1566, 2083]
directory-entry: — Heinrich, Malermstr., XXI/5 Siedlg. Alsrosstr. bbox=[90, 162, 433, 179]
column-1 bbox=[83, 75, 465, 2189]
directory-entry: T. B-15-8-91. bbox=[1257, 1874, 1349, 1891]
directory-entry: — Henriette, Private, VI. Loquaiplatz 13. bbox=[90, 512, 384, 528]
directory-entry: straße 1A. bbox=[491, 1927, 566, 1943]
directory-entry: — Josef, Prok., Ing., I. Parkring 4. T. R-27-8-57. bbox=[473, 145, 810, 161]
